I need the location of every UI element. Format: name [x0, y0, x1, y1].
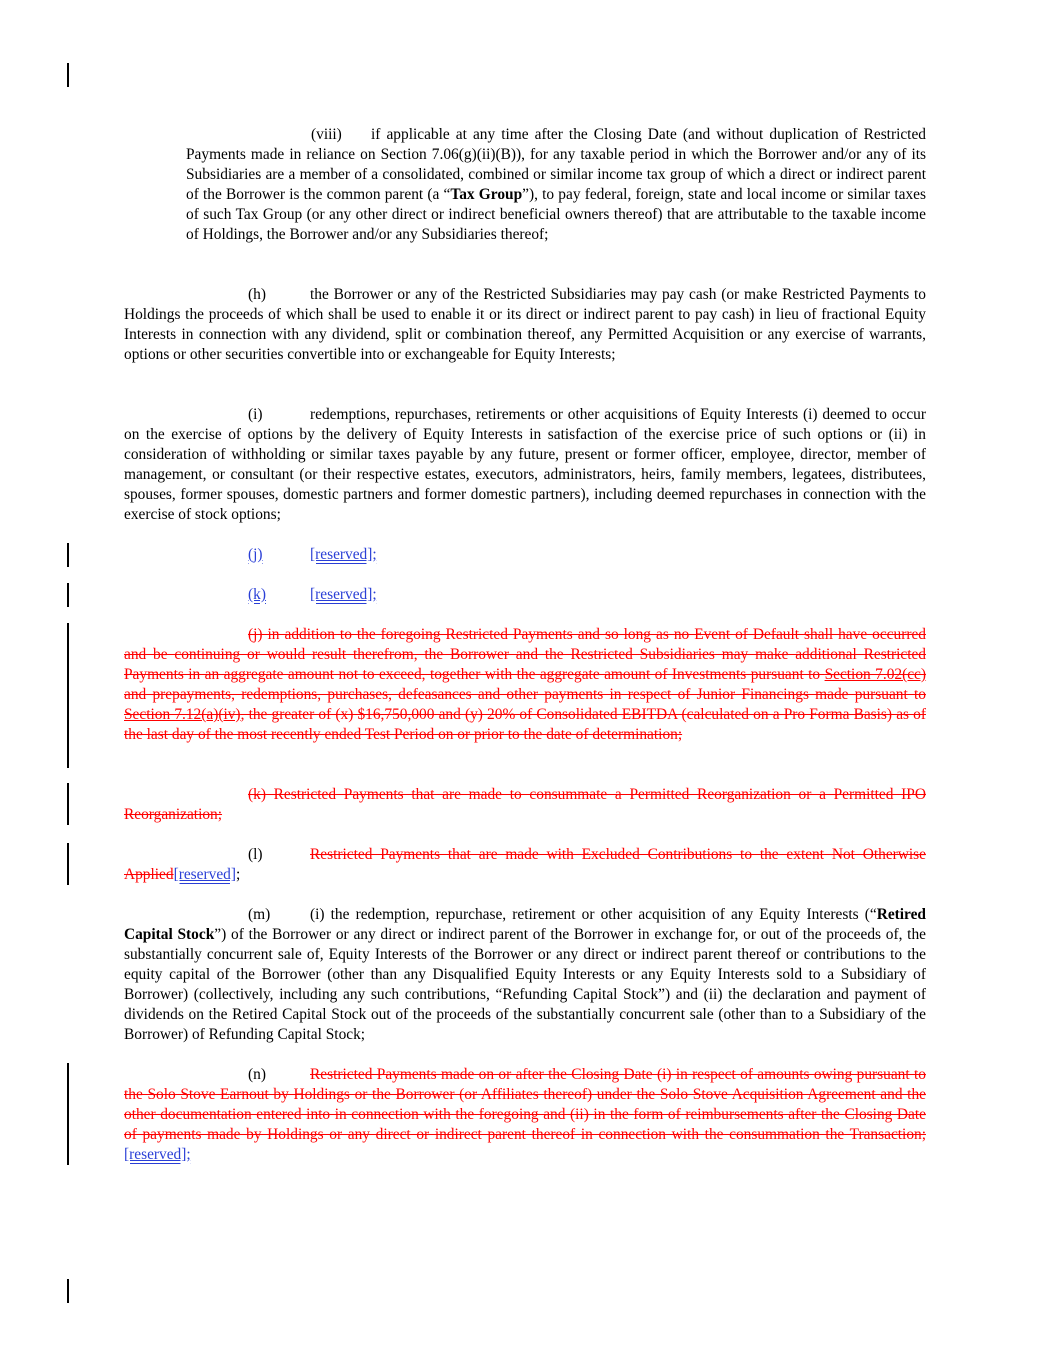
- clause-viii: (viii) if applicable at any time after the Closing Date (and without duplication of Restricted Payments made in reliance on Section 7.06(g)(ii)(B)), for any taxable period in which the Borrower and/or any of its Subsidiaries are a member of a consolidated, combined or similar income tax group of which a direct or indirect parent of the Borrower is the common parent (a “Tax Group”), to pay federal, foreign, state and local income or similar taxes of such Tax Group (or any other direct or indirect beneficial owners thereof) that are attributable to the taxable income of Holdings, the Borrower and/or any Subsidiaries thereof;: [186, 126, 926, 243]
- change-bar: [67, 543, 69, 567]
- clause-number: (l): [248, 846, 263, 863]
- change-bar: [67, 1063, 69, 1165]
- change-bar: [67, 783, 69, 825]
- clause-number: (viii): [311, 126, 342, 143]
- clause-number: (j): [248, 546, 263, 563]
- change-bar: [67, 843, 69, 885]
- clause-k-deleted: (k) Restricted Payments that are made to consummate a Permitted Reorganization or a Permitted IPO Reorganization;: [124, 786, 926, 823]
- clause-number: (n): [248, 1066, 266, 1083]
- change-bar: [67, 1279, 69, 1303]
- clause-number: (k): [248, 586, 266, 603]
- clause-number: (i): [248, 406, 263, 423]
- section-reference: Section 7.02(cc): [824, 666, 927, 683]
- change-bar: [67, 623, 69, 768]
- change-bar: [67, 583, 69, 607]
- clause-i: (i) redemptions, repurchases, retirements or other acquisitions of Equity Interests (i) deemed to occur on the exercise of options by the delivery of Equity Interests in satisfaction of the exercise price of such options or (ii) in consideration of withholding or similar taxes payable by any future, present or former officer, employee, director, member of management, or consultant (or their respective estates, executors, administrators, heirs, family members, legatees, distributees, spouses, former spouses, domestic partners and former domestic partners), including deemed repurchases in connection with the exercise of stock options;: [124, 406, 926, 523]
- clause-m: (m) (i) the redemption, repurchase, retirement or other acquisition of any Equity Interests (“Retired Capital Stock”) of the Borrower or any direct or indirect parent of the Borrower in exchange for, or out of the proceeds of, the substantially concurrent sale of, Equity Interests of the Borrower or any direct or indirect parent thereof or contributions to the equity capital of the Borrower (other than any Disqualified Equity Interests or any Equity Interests sold to a Subsidiary of Borrower) (collectively, including any such contributions, “Refunding Capital Stock”) and (ii) the declaration and payment of dividends on the Retired Capital Stock out of the proceeds of the substantially concurrent sale (other than to a Subsidiary of the Borrower) of Refunding Capital Stock;: [124, 906, 926, 1043]
- clause-j-inserted: (j) [reserved];: [248, 546, 377, 563]
- clause-l: (l) Restricted Payments that are made with Excluded Contributions to the extent Not Otherwise Applied[reserved];: [124, 846, 926, 883]
- clause-j-deleted: (j) in addition to the foregoing Restricted Payments and so long as no Event of Default shall have occurred and be continuing or would result therefrom, the Borrower and the Restricted Subsidiaries may make additional Restricted Payments in an aggregate amount not to exceed, together with the aggregate amount of Investments pursuant to Section 7.02(cc) and prepayments, redemptions, purchases, defeasances and other payments in respect of Junior Financings made pursuant to Section 7.12(a)(iv), the greater of (x) $16,750,000 and (y) 20% of Consolidated EBITDA (calculated on a Pro Forma Basis) as of the last day of the most recently ended Test Period on or prior to the date of determination;: [124, 626, 927, 743]
- clause-number: (h): [248, 286, 266, 303]
- clause-number: (m): [248, 906, 271, 923]
- defined-term: Retired Capital Stock: [124, 906, 926, 943]
- clause-k-inserted: (k) [reserved];: [248, 586, 377, 603]
- defined-term: Tax Group: [450, 186, 523, 203]
- section-reference: Section 7.12(a)(iv): [124, 706, 241, 723]
- clause-h: (h) the Borrower or any of the Restricted Subsidiaries may pay cash (or make Restricted Payments to Holdings the proceeds of which shall be used to enable it or its direct or indirect parent to pay cash) in lieu of fractional Equity Interests in connection with any dividend, split or combination thereof, any Permitted Acquisition or any exercise of warrants, options or other securities convertible into or exchangeable for Equity Interests;: [124, 286, 926, 363]
- clause-n: (n) Restricted Payments made on or after the Closing Date (i) in respect of amounts owing pursuant to the Solo Stove Earnout by Holdings or the Borrower (or Affiliates thereof) under the Solo Stove Acquisition Agreement and the other documentation entered into in connection with the foregoing and (ii) in the form of reimbursements after the Closing Date of payments made by Holdings or any direct or indirect parent thereof in connection with the consummation the Transaction;[reserved];: [124, 1066, 926, 1163]
- change-bar: [67, 63, 69, 87]
